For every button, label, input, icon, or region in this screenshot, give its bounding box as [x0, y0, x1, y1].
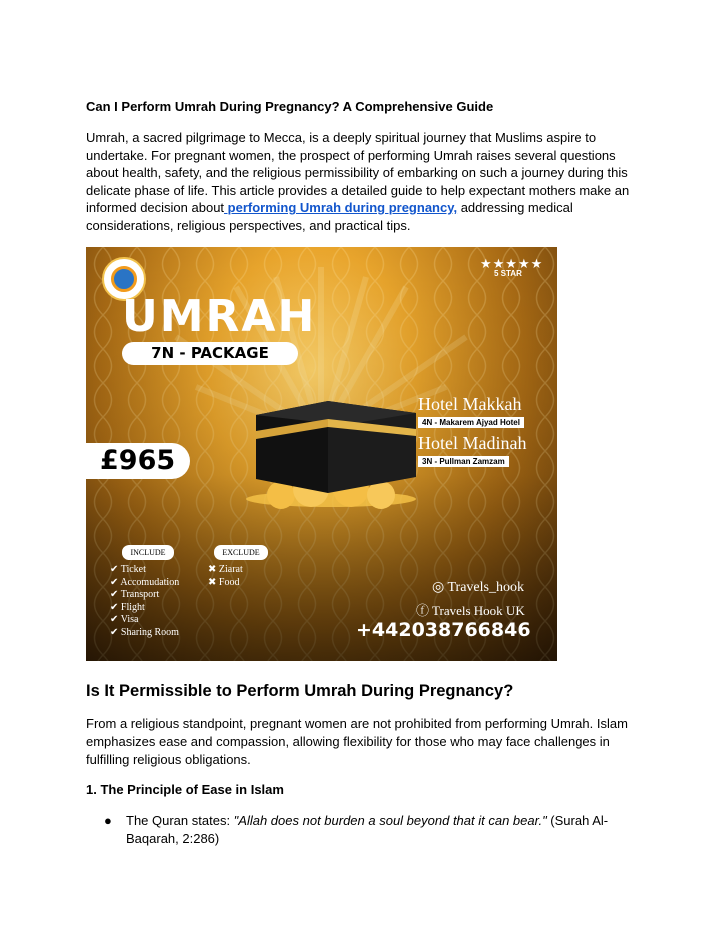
facebook-contact: ⓕ Travels Hook UK — [416, 603, 525, 618]
hotel-makkah-label: Hotel Makkah — [418, 394, 522, 414]
check-icon: ✔ — [110, 601, 121, 613]
include-item: ✔ Sharing Room — [110, 626, 179, 638]
include-item: ✔ Accomudation — [110, 576, 180, 588]
pregnancy-umrah-link[interactable]: performing Umrah during pregnancy, — [224, 200, 458, 215]
exclude-item: ✖ Food — [208, 576, 240, 588]
check-icon: ✔ — [110, 576, 121, 588]
exclude-item: ✖ Ziarat — [208, 564, 243, 575]
hotel-madinah-tag: 3N - Pullman Zamzam — [418, 456, 509, 467]
section-heading: Is It Permissible to Perform Umrah During Pregnancy? — [86, 682, 514, 700]
cross-icon: ✖ — [208, 564, 219, 575]
kaaba-illustration — [246, 401, 416, 509]
quran-quote-text: The Quran states: "Allah does not burden a soul beyond that it can bear." (Surah Al-Baqarah, 2:286) — [126, 813, 609, 846]
exclude-list — [208, 564, 243, 589]
section-paragraph: From a religious standpoint, pregnant women are not prohibited from performing Umrah. Islam emphasizes ease and compassion, allowing flexibility for those who may face challenges in fulfilling religious obligations. — [86, 716, 628, 767]
instagram-icon: ◎ — [432, 580, 448, 595]
include-label: INCLUDE — [122, 545, 174, 560]
hotel-madinah-label: Hotel Madinah — [418, 433, 527, 453]
cross-icon: ✖ — [208, 576, 219, 588]
package-badge: 7N - PACKAGE — [122, 342, 298, 365]
intro-text: Umrah, a sacred pilgrimage to Mecca, is a deeply spiritual journey that Muslims aspire to undertake. For pregnant women, the prospect of performing Umrah raises several questions about health, safety, and the religious permissibility of embarking on such a journey during this delicate phase of life. This article provides a detailed guide to help expectant mothers make an informed decision about — [86, 130, 630, 215]
hotel-makkah-tag: 4N - Makarem Ajyad Hotel — [418, 417, 524, 428]
exclude-label: EXCLUDE — [214, 545, 268, 560]
include-item: ✔ Visa — [110, 614, 139, 625]
umrah-package-poster — [86, 247, 557, 661]
document-title: Can I Perform Umrah During Pregnancy? A Comprehensive Guide — [86, 99, 494, 114]
phone-number: +442038766846 — [356, 619, 531, 641]
include-item: ✔ Transport — [110, 589, 160, 600]
poster-headline: UMRAH — [122, 291, 317, 342]
check-icon: ✔ — [110, 589, 121, 600]
check-icon: ✔ — [110, 614, 121, 625]
intro-text-end: addressing medical considerations, religious perspectives, and practical tips. — [86, 200, 573, 233]
bullet-icon: ● — [104, 813, 112, 828]
five-star-rating-icon: ★★★★★ — [480, 256, 544, 271]
check-icon: ✔ — [110, 564, 121, 575]
star-label: 5 STAR — [494, 269, 522, 278]
include-item: ✔ Flight — [110, 601, 145, 613]
check-icon: ✔ — [110, 626, 121, 638]
facebook-icon: ⓕ — [416, 603, 433, 618]
include-list — [110, 564, 179, 639]
intro-paragraph — [86, 129, 634, 234]
package-price: £965 — [86, 443, 190, 479]
include-item: ✔ Ticket — [110, 564, 146, 575]
instagram-contact: ◎ Travels_hook — [432, 580, 524, 595]
subheading-ease: 1. The Principle of Ease in Islam — [86, 782, 284, 797]
